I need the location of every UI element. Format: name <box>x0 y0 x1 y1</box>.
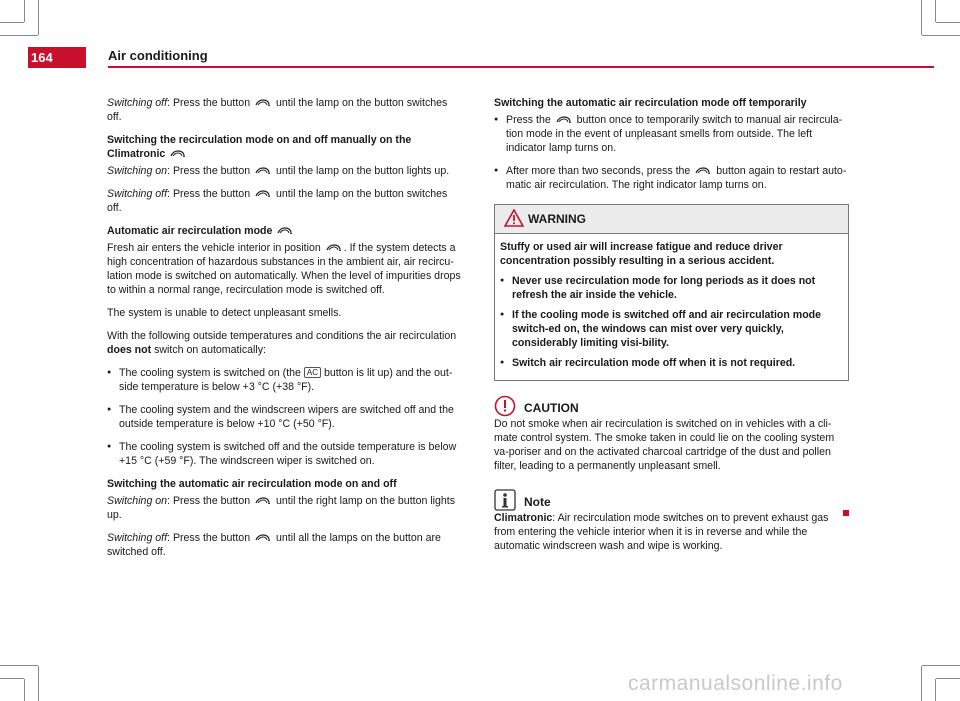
list-item: ● The cooling system is switched off and the outside temperature is below +15 °C (+59 °F). The windscreen wiper is switched on. <box>107 441 457 467</box>
note-label: Note <box>524 495 551 509</box>
paragraph: With the following outside temperatures and conditions the air recirculation does not switch on automatically: <box>107 330 457 356</box>
section-heading: Switching the recirculation mode on and off manually on the Climatronic <box>107 134 412 160</box>
crop-mark <box>936 678 960 679</box>
paragraph: Fresh air enters the vehicle interior in position . If the system detects a high concentration of hazardous substances in the ambient air, air recircu-lation mode is switched on automatically. When the level of impurities drops to within a normal range, recirculation mode is switched off. <box>107 242 461 296</box>
paragraph: Switching off: Press the button until all the lamps on the button are switched off. <box>107 532 441 558</box>
watermark: carmanualsonline.info <box>628 672 843 695</box>
section-heading: Automatic air recirculation mode <box>107 224 463 238</box>
recirculation-icon <box>326 244 342 252</box>
recirculation-icon <box>255 497 271 505</box>
note-header <box>494 489 849 509</box>
list-item: ● If the cooling mode is switched off and air recirculation mode switch-ed on, the windows can mist over very quickly, considerably limiting visi-bility. <box>500 309 822 349</box>
list-item: ● Press the button once to temporarily switch to manual air recircula-tion mode in the event of unpleasant smells from outside. The left indicator lamp turns on. <box>494 114 843 154</box>
recirculation-icon <box>255 167 271 175</box>
crop-mark <box>24 679 25 701</box>
crop-mark <box>38 666 39 701</box>
crop-mark <box>0 678 24 679</box>
recirculation-icon <box>695 167 711 175</box>
recirculation-icon <box>255 190 271 198</box>
paragraph: Switching off: Press the button until the lamp on the button switches off. <box>107 188 448 214</box>
section-heading: Switching the automatic air recirculation mode on and off <box>107 478 397 490</box>
section-heading: Switching the automatic air recirculation mode off temporarily <box>494 97 807 109</box>
crop-mark <box>24 0 25 22</box>
crop-mark <box>0 35 38 36</box>
caution-icon <box>494 395 516 417</box>
crop-mark <box>922 35 960 36</box>
warning-intro: Stuffy or used air will increase fatigue and reduce driver concentration possibly resulting in a serious accident. <box>500 241 783 267</box>
ac-button-icon: AC <box>304 367 321 378</box>
recirculation-icon <box>170 150 186 158</box>
crop-mark <box>921 666 922 701</box>
caution-header <box>494 395 849 415</box>
crop-mark <box>921 0 922 35</box>
note-icon <box>494 489 516 511</box>
crop-mark <box>935 0 936 22</box>
warning-body <box>495 234 848 380</box>
section-end-marker <box>843 510 849 516</box>
caution-label: CAUTION <box>524 401 579 415</box>
list-item: ● After more than two seconds, press the button again to restart auto-matic air recirculation. The right indicator lamp turns on. <box>494 165 847 191</box>
left-column <box>107 96 463 568</box>
recirculation-icon <box>255 99 271 107</box>
recirculation-icon <box>255 534 271 542</box>
crop-mark <box>0 22 24 23</box>
right-column <box>494 96 849 562</box>
list-item: ● Never use recirculation mode for long periods as it does not refresh the air inside the vehicle. <box>500 275 816 301</box>
paragraph: Switching on: Press the button until the lamp on the button lights up. <box>107 165 450 177</box>
warning-box <box>494 204 849 381</box>
crop-mark <box>0 665 38 666</box>
crop-mark <box>936 22 960 23</box>
list-item: ● Switch air recirculation mode off when it is not required. <box>500 357 796 369</box>
recirculation-icon <box>556 116 572 124</box>
paragraph: The system is unable to detect unpleasant smells. <box>107 307 342 319</box>
note-text: Climatronic: Air recirculation mode switches on to prevent exhaust gas from entering the vehicle interior when it is in reverse and while the automatic windscreen wash and wipe is working. <box>494 512 829 552</box>
crop-mark <box>38 0 39 35</box>
page-title: Air conditioning <box>108 48 208 63</box>
list-item: ● The cooling system and the windscreen wipers are switched off and the outside temperature is below +10 °C (+50 °F). <box>107 404 454 430</box>
list-item: ● The cooling system is switched on (the AC button is lit up) and the out-side temperature is below +3 °C (+38 °F). <box>107 367 453 393</box>
recirculation-icon <box>277 227 293 235</box>
page-number: 164 <box>28 47 86 68</box>
crop-mark <box>935 679 936 701</box>
warning-label: WARNING <box>528 212 586 226</box>
caution-text: Do not smoke when air recirculation is switched on in vehicles with a cli-mate control system. The smoke taken in could lie on the cooling system va-poriser and on the activated charcoal cartridge of the dust and pollen filter, leading to a permanently unpleasant smell. <box>494 418 835 472</box>
paragraph: Switching off: Press the button until the lamp on the button switches off. <box>107 97 448 123</box>
crop-mark <box>922 665 960 666</box>
paragraph: Switching on: Press the button until the right lamp on the button lights up. <box>107 495 456 521</box>
warning-header <box>495 205 848 234</box>
header-rule <box>108 66 934 68</box>
warning-triangle-icon <box>504 209 524 227</box>
